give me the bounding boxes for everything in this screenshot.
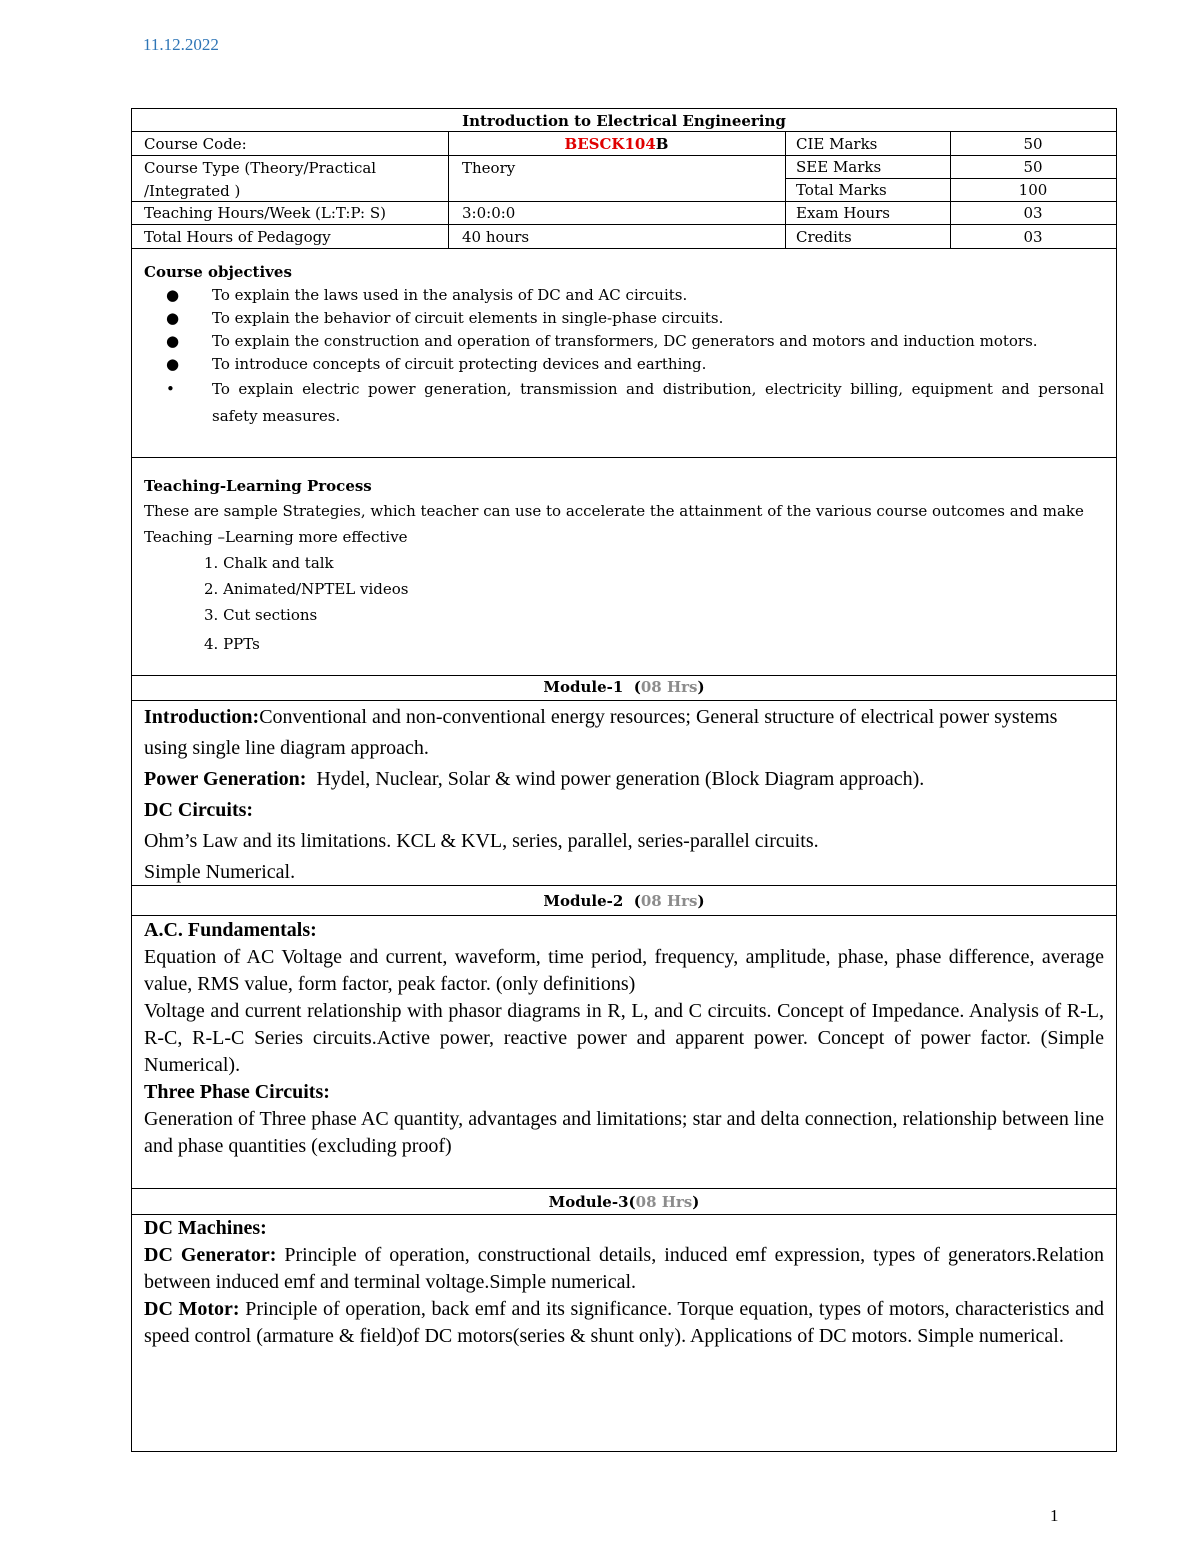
cie-marks-value: 50 xyxy=(1023,135,1043,153)
module-2-ac-text2: Voltage and current relationship with phasor diagrams in R, L, and C circuits. Concept of Impedance. Analysis of R-L, R-C, R-L-C Series circuits.Active power, reactive power and apparent power. Concept of power factor. (Simple Numerical). xyxy=(144,1000,1104,1076)
credits-value: 03 xyxy=(1023,228,1043,246)
module-1-content xyxy=(132,702,1116,888)
exam-hours-label: Exam Hours xyxy=(796,204,890,222)
page-number: 1 xyxy=(1050,1506,1059,1525)
course-objectives xyxy=(132,261,1116,430)
module-3-generator: DC Generator: Principle of operation, constructional details, induced emf expression, types of generators.Relation between induced emf and terminal voltage.Simple numerical. xyxy=(144,1244,1104,1293)
objective-item: ● To explain the construction and operation of transformers, DC generators and motors and induction motors. xyxy=(166,332,1038,350)
pedagogy-hours-label: Total Hours of Pedagogy xyxy=(144,228,331,246)
cie-marks-label: CIE Marks xyxy=(796,135,878,153)
objective-item: ● To explain the laws used in the analysis of DC and AC circuits. xyxy=(166,286,688,304)
pedagogy-hours-value: 40 hours xyxy=(462,228,530,246)
module-3-content xyxy=(132,1215,1116,1350)
course-type-value: Theory xyxy=(462,159,516,177)
total-marks-label: Total Marks xyxy=(796,181,887,199)
module-3-title: Module-3(08 Hrs) xyxy=(548,1193,700,1211)
module-1-intro: Introduction:Conventional and non-conventional energy resources; General structure of electrical power systems using single line diagram approach. xyxy=(144,706,1058,759)
tlp-item: 2. Animated/NPTEL videos xyxy=(204,580,409,598)
tlp-item: 1. Chalk and talk xyxy=(204,554,334,572)
course-code-value: BESCK104B xyxy=(564,135,669,153)
tlp-heading: Teaching-Learning Process xyxy=(144,477,372,495)
module-1-power: Power Generation: Hydel, Nuclear, Solar & wind power generation (Block Diagram approach). xyxy=(144,768,925,790)
module-2-three-heading: Three Phase Circuits: xyxy=(144,1081,330,1103)
module-3-motor: DC Motor: Principle of operation, back emf and its significance. Torque equation, types of motors, characteristics and speed control (armature & field)of DC motors(series & shunt only). Applications of DC motors. Simple numerical. xyxy=(144,1298,1105,1347)
module-2-content xyxy=(132,917,1116,1160)
module-3-dcm-heading: DC Machines: xyxy=(144,1217,267,1239)
module-1-dc-text: Ohm’s Law and its limitations. KCL & KVL, series, parallel, series-parallel circuits. xyxy=(144,830,819,852)
module-2-title: Module-2 (08 Hrs) xyxy=(543,892,705,910)
tlp-item: 4. PPTs xyxy=(204,635,260,653)
module-2-three-text: Generation of Three phase AC quantity, advantages and limitations; star and delta connection, relationship between line and phase quantities (excluding proof) xyxy=(144,1108,1104,1157)
objective-item: ● To explain the behavior of circuit elements in single-phase circuits. xyxy=(166,309,724,327)
see-marks-value: 50 xyxy=(1023,158,1043,176)
objective-item: • To explain electric power generation, transmission and distribution, electricity billing, equipment and personal safety measures. xyxy=(166,380,1104,425)
course-title: Introduction to Electrical Engineering xyxy=(462,112,786,130)
see-marks-label: SEE Marks xyxy=(796,158,882,176)
total-marks-value: 100 xyxy=(1018,181,1048,199)
tlp-item: 3. Cut sections xyxy=(204,606,318,624)
course-type-label-cont: /Integrated ) xyxy=(144,182,241,200)
module-1-dc-text2: Simple Numerical. xyxy=(144,861,296,883)
teaching-learning-process xyxy=(132,474,1116,660)
document-date: 11.12.2022 xyxy=(143,35,219,54)
course-code-label: Course Code: xyxy=(144,135,247,153)
teaching-hours-value: 3:0:0:0 xyxy=(462,204,516,222)
course-type-label: Course Type (Theory/Practical xyxy=(144,159,377,177)
teaching-hours-label: Teaching Hours/Week (L:T:P: S) xyxy=(144,204,386,222)
module-1-dc-heading: DC Circuits: xyxy=(144,799,254,821)
credits-label: Credits xyxy=(796,228,852,246)
syllabus-table xyxy=(131,108,1117,1452)
exam-hours-value: 03 xyxy=(1023,204,1043,222)
module-1-title: Module-1 (08 Hrs) xyxy=(543,678,705,696)
module-2-ac-text1: Equation of AC Voltage and current, waveform, time period, frequency, amplitude, phase, phase difference, average value, RMS value, form factor, peak factor. (only definitions) xyxy=(144,946,1104,995)
objectives-heading: Course objectives xyxy=(144,263,292,281)
objective-item: ● To introduce concepts of circuit protecting devices and earthing. xyxy=(166,355,707,373)
tlp-intro: These are sample Strategies, which teacher can use to accelerate the attainment of the various course outcomes and make Teaching –Learning more effective xyxy=(144,502,1084,546)
module-2-ac-heading: A.C. Fundamentals: xyxy=(144,919,317,941)
